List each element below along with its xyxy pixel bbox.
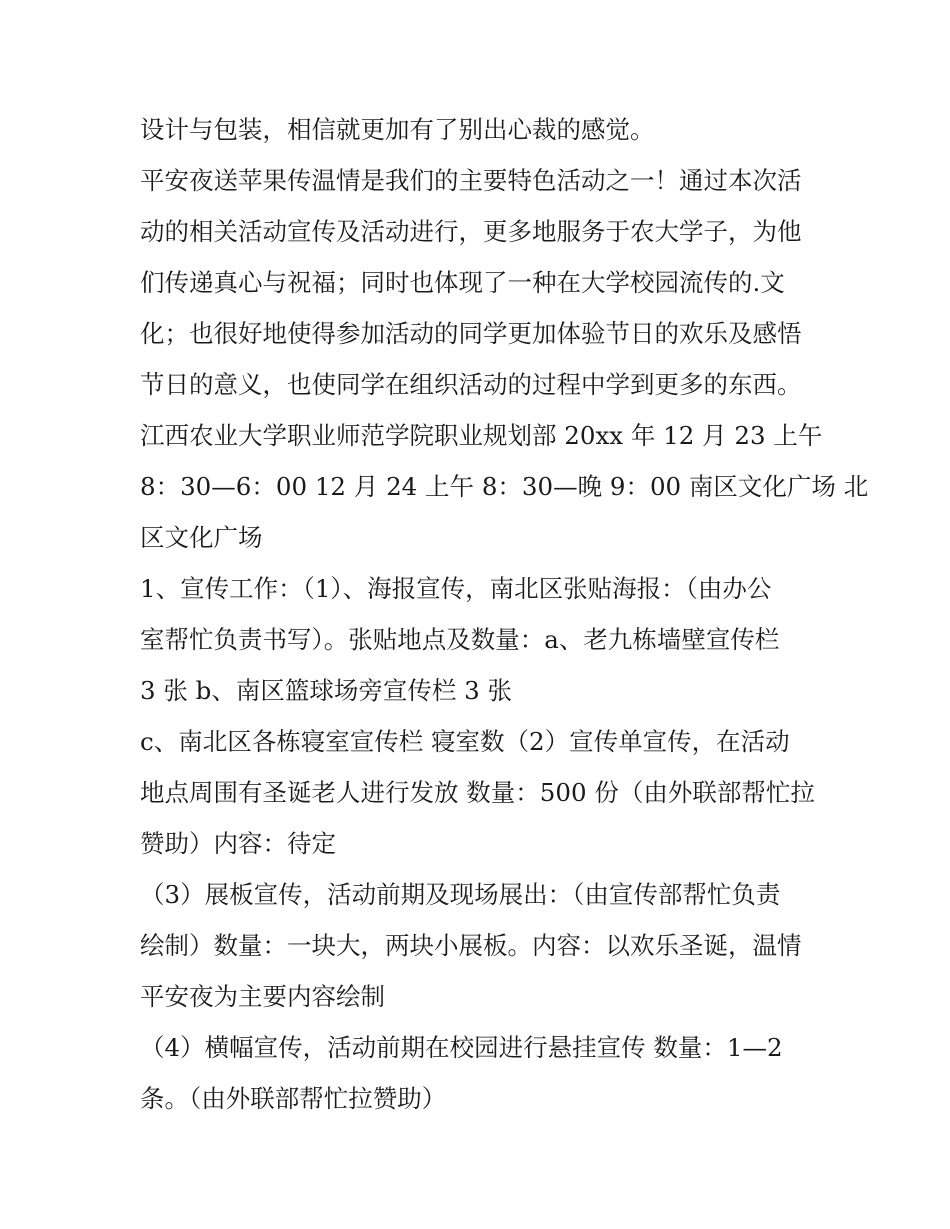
- text-line: 平安夜为主要内容绘制: [140, 982, 385, 1011]
- text-line: 3 张 b、南区篮球场旁宣传栏 3 张: [140, 676, 513, 705]
- text-line: 们传递真心与祝福；同时也体现了一种在大学校园流传的.文: [140, 268, 785, 297]
- text-line: 8：30—6：00 12 月 24 上午 8：30—晚 9：00 南区文化广场 北: [140, 472, 869, 501]
- document-body: [140, 104, 869, 1124]
- text-line: 地点周围有圣诞老人进行发放 数量：500 份（由外联部帮忙拉: [140, 778, 815, 807]
- text-line: （4）横幅宣传，活动前期在校园进行悬挂宣传 数量：1—2: [140, 1033, 783, 1062]
- text-line: 节日的意义，也使同学在组织活动的过程中学到更多的东西。: [140, 370, 802, 399]
- text-line: 设计与包装，相信就更加有了别出心裁的感觉。: [140, 115, 655, 144]
- text-line: 绘制）数量：一块大，两块小展板。内容：以欢乐圣诞，温情: [140, 931, 802, 960]
- text-line: 室帮忙负责书写）。张贴地点及数量：a、老九栋墙壁宣传栏: [140, 625, 780, 654]
- text-line: （3）展板宣传，活动前期及现场展出：（由宣传部帮忙负责: [140, 880, 781, 909]
- text-line: 赞助）内容：待定: [140, 829, 336, 858]
- text-line: 条。（由外联部帮忙拉赞助）: [140, 1084, 447, 1113]
- text-line: 江西农业大学职业师范学院职业规划部 20xx 年 12 月 23 上午: [140, 421, 823, 450]
- text-line: 动的相关活动宣传及活动进行，更多地服务于农大学子，为他: [140, 217, 802, 246]
- text-line: c、南北区各栋寝室宣传栏 寝室数（2）宣传单宣传，在活动: [140, 727, 790, 756]
- text-line: 平安夜送苹果传温情是我们的主要特色活动之一！通过本次活: [140, 166, 802, 195]
- text-line: 1、宣传工作：（1）、海报宣传，南北区张贴海报：（由办公: [140, 574, 772, 603]
- text-line: 化；也很好地使得参加活动的同学更加体验节日的欢乐及感悟: [140, 319, 802, 348]
- text-line: 区文化广场: [140, 523, 263, 552]
